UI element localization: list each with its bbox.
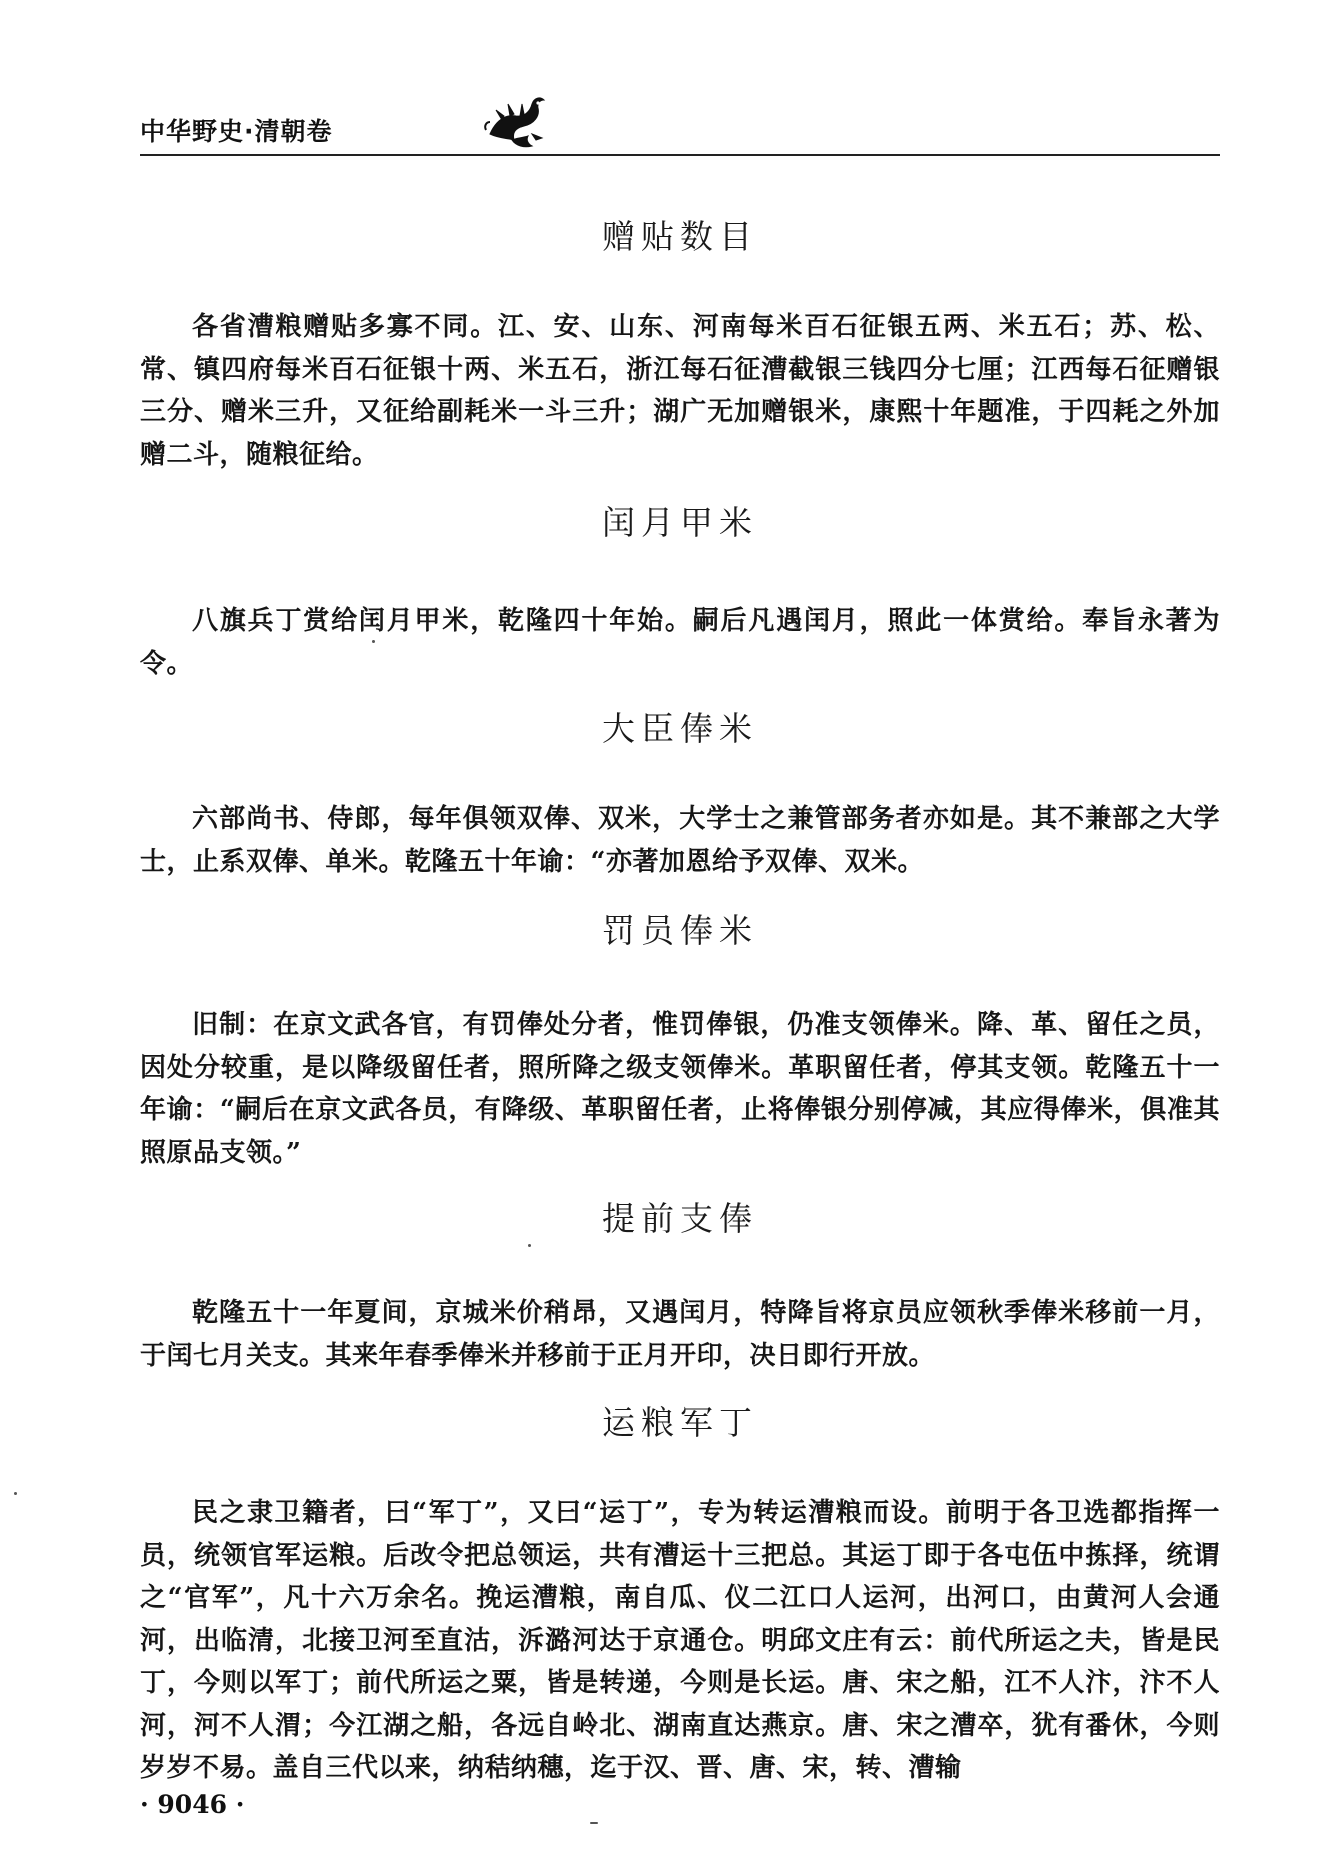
section-fayuan-fengmi [140,908,1220,1174]
section-body: 民之隶卫籍者，曰“军丁”，又曰“运丁”，专为转运漕粮而设。前明于各卫选都指挥一员，统领官军运粮。后改令把总领运，共有漕运十三把总。其运丁即于各屯伍中拣择，统谓之“官军”，凡十六万余名。挽运漕粮，南自瓜、仪二江口人运河，出河口，由黄河人会通河，出临清，北接卫河至直沽，泝潞河达于京通仓。明邱文庄有云：前代所运之夫，皆是民丁，今则以军丁；前代所运之粟，皆是转递，今则是长运。唐、宋之船，江不人汴，汴不人河，河不人渭；今江湖之船，各远自岭北、湖南直达燕京。唐、宋之漕卒，犹有番休，今则岁岁不易。盖自三代以来，纳秸纳穗，迄于汉、晋、唐、宋，转、漕输 [140,1498,1220,1783]
scan-speck [372,640,375,643]
section-title: 赠贴数目 [602,217,758,256]
section-title: 大臣俸米 [602,709,758,748]
header-rule [140,154,1220,156]
section-body: 旧制：在京文武各官，有罚俸处分者，惟罚俸银，仍准支领俸米。降、革、留任之员，因处分较重，是以降级留任者，照所降之级支领俸米。革职留任者，停其支领。乾隆五十一年谕：“嗣后在京文武各员，有降级、革职留任者，止将俸银分别停减，其应得俸米，俱准其照原品支领。” [140,1010,1220,1168]
section-yunliang-junding [140,1400,1220,1790]
section-title: 罚员俸米 [602,911,758,950]
section-title: 提前支俸 [602,1199,758,1238]
book-title: 中华野史·清朝卷 [140,117,333,146]
section-zengtie [140,214,1220,476]
scan-speck [14,1492,17,1495]
running-header [140,100,1220,160]
scan-speck [528,1244,531,1247]
scan-speck [590,1822,598,1824]
section-runyue-jiami [140,500,1220,685]
page-number: · 9046 · [140,1790,245,1819]
dragon-emblem-icon [482,90,552,154]
section-body: 各省漕粮赠贴多寡不同。江、安、山东、河南每米百石征银五两、米五石；苏、松、常、镇四府每米百石征银十两、米五石，浙江每石征漕截银三钱四分七厘；江西每石征赠银三分、赠米三升，又征给副耗米一斗三升；湖广无加赠银米，康熙十年题准，于四耗之外加赠二斗，随粮征给。 [140,312,1220,470]
section-title: 运粮军丁 [602,1403,758,1442]
section-body: 乾隆五十一年夏间，京城米价稍昂，又遇闰月，特降旨将京员应领秋季俸米移前一月，于闰七月关支。其来年春季俸米并移前于正月开印，决日即行开放。 [140,1298,1220,1371]
section-body: 八旗兵丁赏给闰月甲米，乾隆四十年始。嗣后凡遇闰月，照此一体赏给。奉旨永著为令。 [140,606,1220,679]
section-title: 闰月甲米 [602,503,758,542]
section-body: 六部尚书、侍郎，每年俱领双俸、双米，大学士之兼管部务者亦如是。其不兼部之大学士，止系双俸、单米。乾隆五十年谕：“亦著加恩给予双俸、双米。 [140,804,1220,877]
section-tiqian-zhifeng [140,1196,1220,1377]
section-dachen-fengmi [140,706,1220,883]
